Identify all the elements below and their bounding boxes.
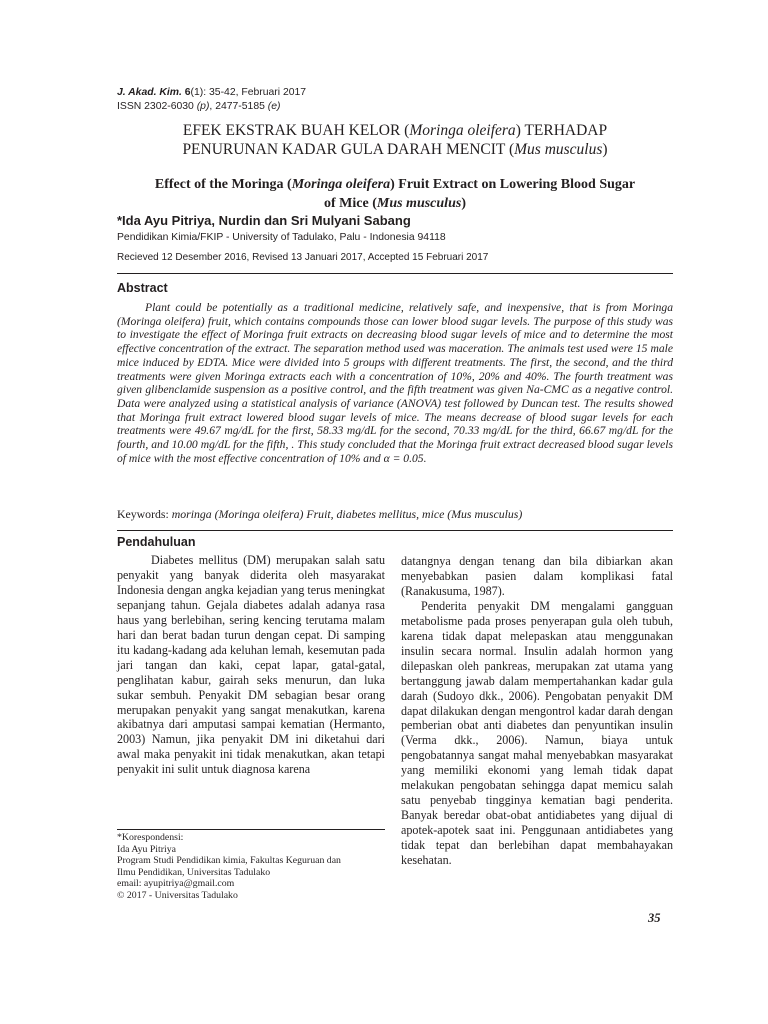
footnote-rule (117, 829, 385, 830)
journal-name: J. Akad. Kim. (117, 87, 182, 98)
authors: *Ida Ayu Pitriya, Nurdin dan Sri Mulyani Sabang (117, 213, 411, 228)
title-indonesian: EFEK EKSTRAK BUAH KELOR (Moringa oleifera) TERHADAP PENURUNAN KADAR GULA DARAH MENCIT (Mus musculus) (182, 122, 608, 158)
intro-right-column (401, 554, 673, 868)
journal-header (117, 86, 677, 114)
abstract-text: Plant could be potentially as a traditional medicine, relatively safe, and inexpensive, that is from Moringa (Moringa oleifera) fruit, which contains compounds those can lower blood sugar levels. The purpose of this study was to investigate the effect of Moringa fruit extracts on decreasing blood sugar levels of mice and to determine the most effective concentration of the extract. The separation method used was maceration. The animals test used were 15 male mice induced by EDTA. Mice were divided into 5 groups with different treatments. The first, the second, and the third treatments were given Moringa extracts each with a concentration of 10%, 20% and 40%. The fourth treatment was given glibenclamide suspension as a positive control, and the fifth treatment was given Na-CMC as a negative control. Data were analyzed using a statistical analysis of variance (ANOVA) test followed by Duncan test. The results showed that Moringa fruit extract lowered blood sugar levels of mice. The means decrease of blood sugar levels for each treatments were 49.67 mg/dL for the first, 58.33 mg/dL for the second, 70.33 mg/dL for the third, 66.67 mg/dL for the fourth, and 10.00 mg/dL for the fifth, . This study concluded that the Moringa fruit extract decreased blood sugar levels of mice with the most effective concentration of 10% and α = 0.05. (117, 301, 673, 465)
affiliation: Pendidikan Kimia/FKIP - University of Tadulako, Palu - Indonesia 94118 (117, 232, 446, 243)
intro-paragraph: Penderita penyakit DM mengalami gangguan metabolisme pada proses penyerapan gula oleh tubuh, karena tidak dapat melepaskan atau menggunakan insulin secara normal. Insulin adalah hormon yang dilepaskan oleh pankreas, merupakan zat utama yang bertanggung jawab dalam mempertahankan kadar gula darah (Sudoyo dkk., 2006). Pengobatan penyakit DM dapat dilakukan dengan mengontrol kadar darah dengan pemberian obat anti diabetes dan penyuntikan insulin (Verma dkk., 2006). Namun, biaya untuk pengobatannya sangat mahal menyebabkan masyarakat yang memiliki ekonomi yang lemah tidak dapat melakukan pengobatan sehingga dapat memicu salah satu penyebab tingginya kematian bagi penderita. Banyak beredar obat-obat antidiabetes yang dijual di apotek-apotek saat ini. Penggunaan antidiabetes yang tidak tepat dan berlebihan dapat membahayakan kesehatan. (401, 598, 673, 868)
issn-line: ISSN 2302-6030 (p), 2477-5185 (e) (117, 101, 281, 112)
intro-heading: Pendahuluan (117, 535, 196, 549)
received-dates: Recieved 12 Desember 2016, Revised 13 Januari 2017, Accepted 15 Februari 2017 (117, 252, 489, 263)
divider-top (117, 273, 673, 274)
page-number: 35 (648, 911, 661, 925)
keywords (117, 507, 673, 521)
intro-left-column: Diabetes mellitus (DM) merupakan salah satu penyakit yang banyak diderita oleh masyarakat Indonesia dengan angka kejadian yang terus meningkat sepanjang tahun. Gejala diabetes adalah adanya rasa haus yang berlebihan, sering kencing terutama malam hari dan berat badan turun dengan cepat. Di samping itu kadang-kadang ada keluhan lemah, kesemutan pada jari tangan dan kaki, cepat lapar, gatal-gatal, penglihatan kabur, gairah seks menurun, dan luka sukar sembuh. Penyakit DM sebagian besar orang merupakan penyakit yang sangat menakutkan, karena akibatnya dari amputasi sampai kematian (Hermanto, 2003) Namun, jika penyakit DM ini diketahui dari awal maka penyakit ini tidak menakutkan, akan tetapi penyakit ini sulit untuk diagnosa karena (117, 553, 385, 777)
divider-middle (117, 530, 673, 531)
citation-line (117, 86, 677, 100)
intro-paragraph: datangnya dengan tenang dan bila dibiarkan akan menyebabkan pasien dalam komplikasi fatal (Ranakusuma, 1987). (401, 554, 673, 598)
journal-volume: 6 (181, 87, 191, 98)
title-english: Effect of the Moringa (Moringa oleifera) Fruit Extract on Lowering Blood Sugar of Mice (Mus musculus) (154, 177, 636, 211)
correspondence-footnote: *Korespondensi: Ida Ayu Pitriya Program Studi Pendidikan kimia, Fakultas Keguruan dan Ilmu Pendidikan, Universitas Tadulako email: ayupitriya@gmail.com © 2017 - Universitas Tadulako (117, 832, 341, 901)
issue-pages: (1): 35-42, Februari 2017 (190, 87, 307, 98)
abstract-heading: Abstract (117, 281, 168, 295)
keywords-label: Keywords: (117, 507, 172, 521)
keywords-text: moringa (Moringa oleifera) Fruit, diabetes mellitus, mice (Mus musculus) (171, 507, 523, 521)
